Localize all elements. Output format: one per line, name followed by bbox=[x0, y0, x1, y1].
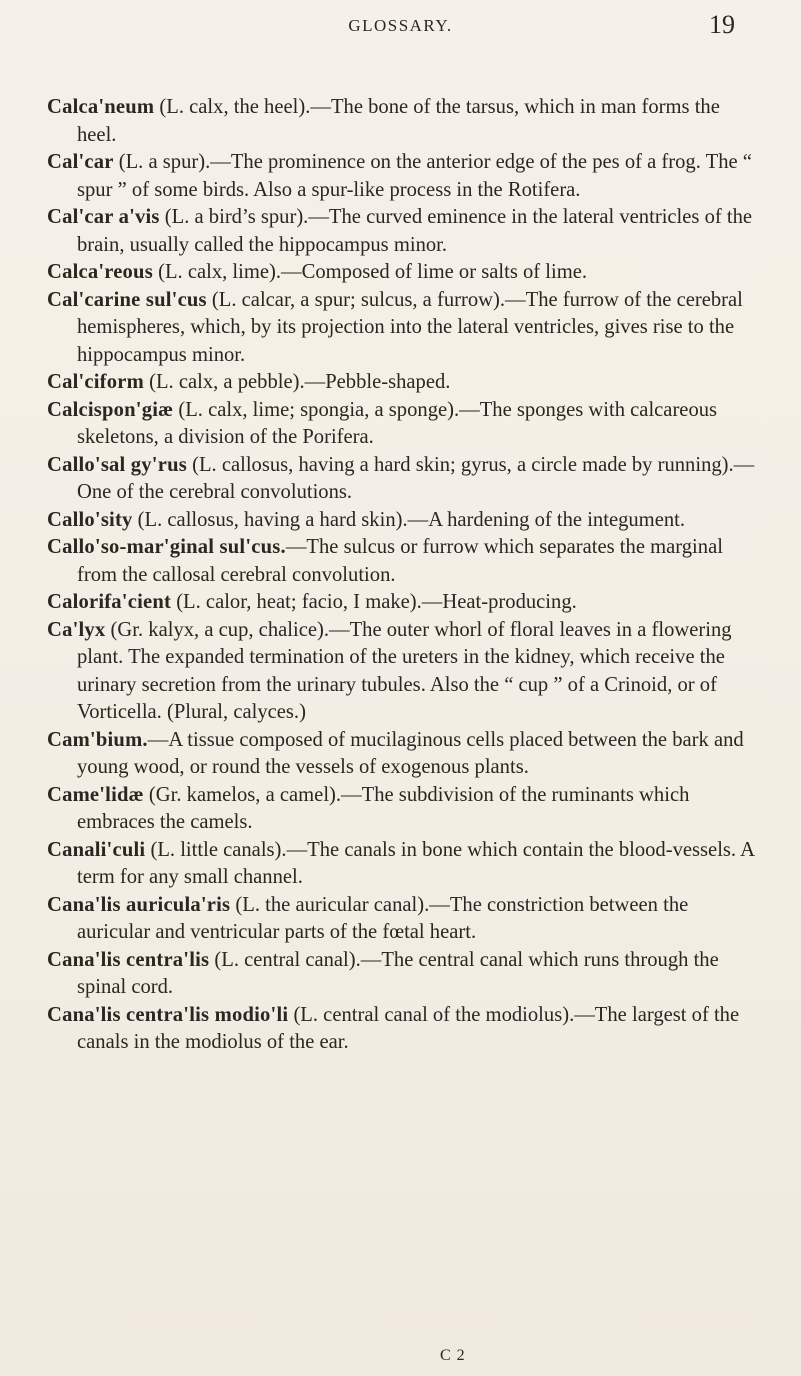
entry-term: Canali'culi bbox=[47, 838, 146, 861]
glossary-entry bbox=[47, 617, 759, 727]
glossary-entry bbox=[47, 727, 759, 782]
entry-definition: (L. calx, lime).—Composed of lime or salts of lime. bbox=[152, 261, 588, 283]
glossary-entry bbox=[47, 534, 759, 589]
entry-term: Cam'bium. bbox=[47, 728, 148, 751]
glossary-entry bbox=[47, 892, 759, 947]
glossary-entry bbox=[47, 1002, 759, 1057]
entry-definition: (L. little canals).—The canals in bone which contain the blood-vessels. A term for any small channel. bbox=[77, 838, 754, 888]
entry-term: Cal'ciform bbox=[47, 371, 144, 393]
glossary-entry bbox=[47, 94, 759, 149]
entry-definition: (L. calx, a pebble).—Pebble-shaped. bbox=[143, 371, 451, 393]
entry-definition: —The sulcus or furrow which separates the marginal from the callosal cerebral convolution. bbox=[77, 536, 723, 586]
entry-term: Cal'carine sul'cus bbox=[47, 288, 207, 311]
entry-definition: (L. calcar, a spur; sulcus, a furrow).—The furrow of the cerebral hemispheres, which, by its projection into the lateral ventricles, gives rise to the hippocampus minor. bbox=[77, 288, 743, 366]
entry-term: Calca'reous bbox=[47, 261, 153, 283]
entry-term: Ca'lyx bbox=[47, 618, 106, 641]
entry-definition: (L. central canal of the modiolus).—The largest of the canals in the modiolus of the ear. bbox=[77, 1003, 740, 1053]
entry-definition: (Gr. kamelos, a camel).—The subdivision of the ruminants which embraces the camels. bbox=[77, 783, 690, 833]
glossary-entry bbox=[47, 259, 759, 287]
entry-definition: (L. a spur).—The prominence on the anterior edge of the pes of a frog. The “ spur ” of some birds. Also a spur-like process in the Rotifera. bbox=[77, 151, 752, 201]
running-head: GLOSSARY. bbox=[348, 16, 453, 35]
entry-term: Came'lidæ bbox=[47, 783, 144, 806]
signature-mark: C 2 bbox=[440, 1347, 466, 1364]
glossary-entry bbox=[47, 837, 759, 892]
glossary-entry bbox=[47, 204, 759, 259]
glossary-entry bbox=[47, 369, 759, 397]
glossary-entry bbox=[47, 397, 759, 452]
entry-definition: (L. callosus, having a hard skin; gyrus, a circle made by running).—One of the cerebral convolutions. bbox=[77, 453, 755, 503]
glossary-entry bbox=[47, 149, 759, 204]
glossary-entry bbox=[47, 507, 759, 535]
glossary-entry bbox=[47, 589, 759, 617]
entry-term: Callo'sal gy'rus bbox=[47, 453, 187, 476]
entry-term: Cana'lis centra'lis bbox=[47, 948, 210, 971]
entry-term: Calorifa'cient bbox=[47, 591, 172, 613]
entry-definition: (L. calx, the heel).—The bone of the tarsus, which in man forms the heel. bbox=[77, 96, 720, 146]
entry-term: Cana'lis centra'lis modio'li bbox=[47, 1003, 289, 1026]
entry-definition: (L. central canal).—The central canal which runs through the spinal cord. bbox=[77, 948, 719, 998]
entry-definition: (L. calor, heat; facio, I make).—Heat-producing. bbox=[171, 591, 577, 613]
glossary-entry bbox=[47, 947, 759, 1002]
glossary-entries bbox=[47, 94, 759, 1057]
entry-definition: (L. callosus, having a hard skin).—A hardening of the integument. bbox=[132, 508, 686, 531]
entry-term: Calcispon'giæ bbox=[47, 398, 174, 421]
page-number: 19 bbox=[709, 10, 735, 39]
entry-definition: (L. calx, lime; spongia, a sponge).—The sponges with calcareous skeletons, a division of the Porifera. bbox=[77, 398, 718, 448]
entry-definition: (L. a bird’s spur).—The curved eminence in the lateral ventricles of the brain, usually called the hippocampus minor. bbox=[77, 206, 753, 256]
glossary-entry bbox=[47, 287, 759, 370]
entry-term: Callo'sity bbox=[47, 508, 133, 531]
entry-term: Cal'car a'vis bbox=[47, 206, 160, 228]
glossary-entry bbox=[47, 782, 759, 837]
entry-definition: (L. the auricular canal).—The constriction between the auricular and ventricular parts of the fœtal heart. bbox=[77, 893, 689, 943]
entry-definition: —A tissue composed of mucilaginous cells placed between the bark and young wood, or round the vessels of exogenous plants. bbox=[77, 728, 744, 778]
entry-term: Callo'so-mar'ginal sul'cus. bbox=[47, 536, 286, 558]
entry-term: Calca'neum bbox=[47, 96, 155, 118]
glossary-entry bbox=[47, 452, 759, 507]
entry-term: Cana'lis auricula'ris bbox=[47, 893, 231, 916]
entry-definition: (Gr. kalyx, a cup, chalice).—The outer whorl of floral leaves in a flowering plant. The expanded termination of the ureters in the kidney, which receive the urinary secretion from the urinary tubules. Also the “ cup ” of a Crinoid, or of Vorticella. (Plural, calyces.) bbox=[77, 618, 732, 723]
entry-term: Cal'car bbox=[47, 151, 114, 173]
